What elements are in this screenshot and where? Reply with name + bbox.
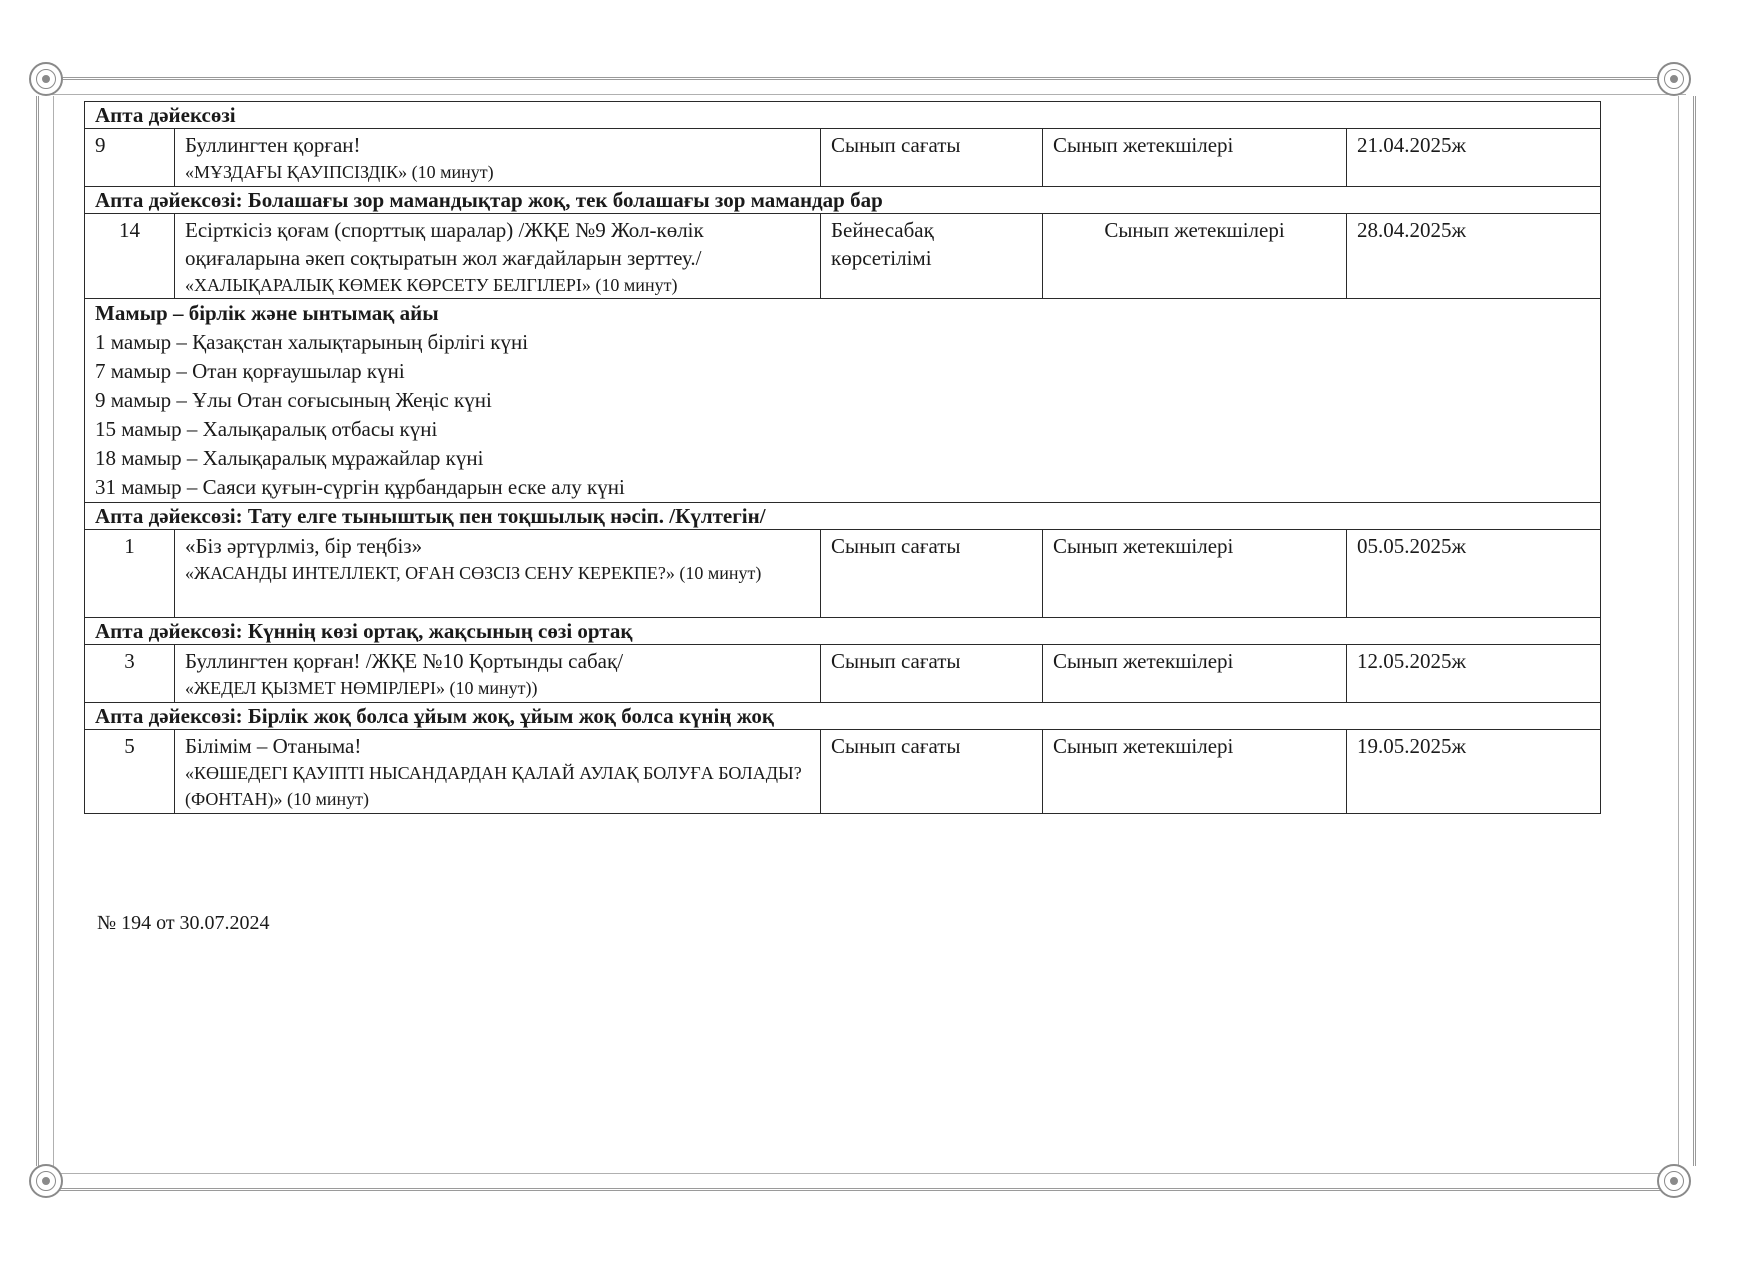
event-row bbox=[85, 645, 1601, 703]
week-quote-header-row bbox=[85, 102, 1601, 129]
document-number-note: № 194 от 30.07.2024 bbox=[97, 912, 270, 934]
week-quote-header-row bbox=[85, 503, 1601, 530]
event-title-cell bbox=[175, 730, 821, 814]
week-quote-header-row bbox=[85, 703, 1601, 730]
week-quote-text: Апта дәйексөзі: Күннің көзі ортақ, жақсының сөзі ортақ bbox=[85, 618, 1601, 645]
event-number: 9 bbox=[85, 129, 175, 187]
event-number: 14 bbox=[85, 214, 175, 299]
event-title: Есірткісіз қоғам (спорттық шаралар) /ЖҚЕ №9 Жол-көлік оқиғаларына әкеп соқтыратын жол жағдайларын зерттеу./ bbox=[185, 218, 704, 270]
month-title: Мамыр – бірлік және ынтымақ айы bbox=[95, 301, 439, 325]
event-subtitle: «МҰЗДАҒЫ ҚАУІПСІЗДІК» (10 минут) bbox=[185, 162, 494, 182]
event-responsible: Сынып жетекшілері bbox=[1043, 129, 1347, 187]
week-quote-header-row bbox=[85, 618, 1601, 645]
event-date: 05.05.2025ж bbox=[1347, 530, 1601, 618]
holiday-date-line: 31 мамыр – Саяси қуғын-сүргін құрбандарын еске алу күні bbox=[95, 475, 625, 499]
event-title: Білімім – Отаныма! bbox=[185, 734, 362, 758]
week-quote-text: Апта дәйексөзі bbox=[85, 102, 1601, 129]
event-row bbox=[85, 530, 1601, 618]
holiday-date-line: 9 мамыр – Ұлы Отан соғысының Жеңіс күні bbox=[95, 388, 492, 412]
holiday-date-line: 1 мамыр – Қазақстан халықтарының бірлігі күні bbox=[95, 330, 529, 354]
week-quote-text: Апта дәйексөзі: Болашағы зор мамандықтар жоқ, тек болашағы зор мамандар бар bbox=[85, 187, 1601, 214]
event-date: 19.05.2025ж bbox=[1347, 730, 1601, 814]
event-form: Сынып сағаты bbox=[821, 645, 1043, 703]
event-subtitle: «ЖЕДЕЛ ҚЫЗМЕТ НӨМІРЛЕРІ» (10 минут)) bbox=[185, 678, 538, 698]
holiday-date-line: 7 мамыр – Отан қорғаушылар күні bbox=[95, 359, 405, 383]
event-subtitle: «ХАЛЫҚАРАЛЫҚ КӨМЕК КӨРСЕТУ БЕЛГІЛЕРІ» (10 минут) bbox=[185, 275, 678, 295]
decorative-frame-left bbox=[36, 96, 54, 1166]
event-responsible: Сынып жетекшілері bbox=[1043, 645, 1347, 703]
month-theme-cell bbox=[85, 299, 1601, 503]
event-title: Буллингтен қорған! /ЖҚЕ №10 Қортынды сабақ/ bbox=[185, 649, 624, 673]
event-row bbox=[85, 129, 1601, 187]
event-responsible: Сынып жетекшілері bbox=[1043, 530, 1347, 618]
event-row bbox=[85, 214, 1601, 299]
event-number: 1 bbox=[85, 530, 175, 618]
event-title-cell bbox=[175, 645, 821, 703]
event-title-cell bbox=[175, 214, 821, 299]
holiday-date-line: 18 мамыр – Халықаралық мұражайлар күні bbox=[95, 446, 484, 470]
week-quote-text: Апта дәйексөзі: Тату елге тыныштық пен тоқшылық нәсіп. /Күлтегін/ bbox=[85, 503, 1601, 530]
event-row bbox=[85, 730, 1601, 814]
event-form: Сынып сағаты bbox=[821, 530, 1043, 618]
week-quote-text: Апта дәйексөзі: Бірлік жоқ болса ұйым жоқ, ұйым жоқ болса күнің жоқ bbox=[85, 703, 1601, 730]
corner-ornament-icon bbox=[1657, 1164, 1691, 1198]
event-subtitle: «ЖАСАНДЫ ИНТЕЛЛЕКТ, ОҒАН СӨЗСІЗ СЕНУ КЕРЕКПЕ?» (10 минут) bbox=[185, 563, 762, 583]
event-date: 21.04.2025ж bbox=[1347, 129, 1601, 187]
decorative-frame-top bbox=[44, 77, 1686, 95]
month-theme-row bbox=[85, 299, 1601, 503]
event-title-cell bbox=[175, 530, 821, 618]
event-number: 5 bbox=[85, 730, 175, 814]
event-number: 3 bbox=[85, 645, 175, 703]
events-plan-table bbox=[84, 101, 1601, 814]
event-subtitle: «КӨШЕДЕГІ ҚАУІПТІ НЫСАНДАРДАН ҚАЛАЙ АУЛАҚ БОЛУҒА БОЛАДЫ? (ФОНТАН)» (10 минут) bbox=[185, 763, 802, 809]
event-date: 12.05.2025ж bbox=[1347, 645, 1601, 703]
event-title-cell bbox=[175, 129, 821, 187]
decorative-frame-right bbox=[1678, 96, 1696, 1166]
event-responsible: Сынып жетекшілері bbox=[1043, 214, 1347, 299]
event-form: Сынып сағаты bbox=[821, 129, 1043, 187]
corner-ornament-icon bbox=[29, 1164, 63, 1198]
holiday-date-line: 15 мамыр – Халықаралық отбасы күні bbox=[95, 417, 438, 441]
event-form: Бейнесабақ көрсетілімі bbox=[821, 214, 1043, 299]
corner-ornament-icon bbox=[29, 62, 63, 96]
event-title: Буллингтен қорған! bbox=[185, 133, 361, 157]
corner-ornament-icon bbox=[1657, 62, 1691, 96]
event-form: Сынып сағаты bbox=[821, 730, 1043, 814]
week-quote-header-row bbox=[85, 187, 1601, 214]
event-title: «Біз әртүрлміз, бір теңбіз» bbox=[185, 534, 423, 558]
decorative-frame-bottom bbox=[44, 1173, 1686, 1191]
event-date: 28.04.2025ж bbox=[1347, 214, 1601, 299]
event-responsible: Сынып жетекшілері bbox=[1043, 730, 1347, 814]
